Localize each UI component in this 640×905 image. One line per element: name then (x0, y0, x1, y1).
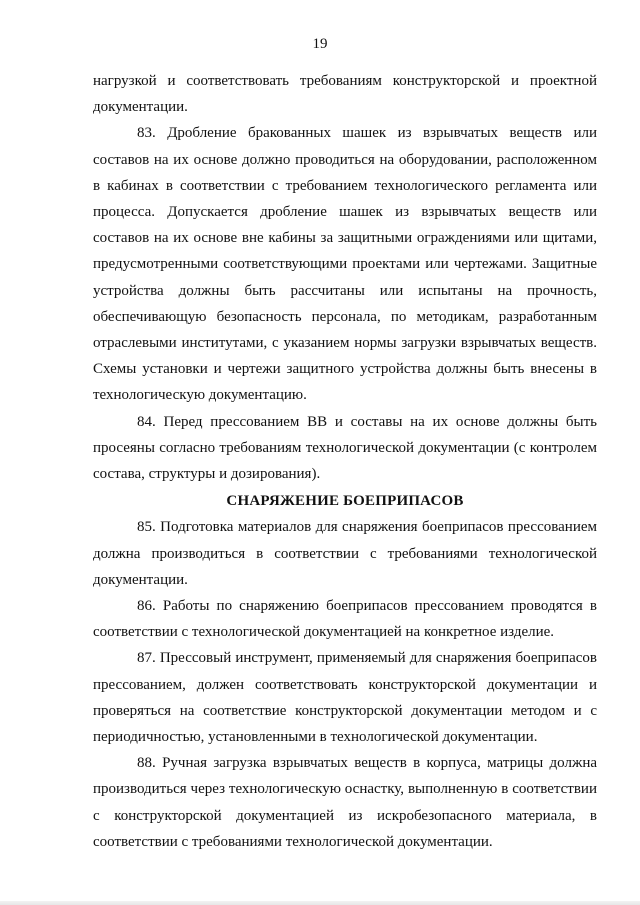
section-heading: СНАРЯЖЕНИЕ БОЕПРИПАСОВ (226, 493, 464, 510)
paragraph-continuation: нагрузкой и соответствовать требованиям конструкторской и проектной документации. (93, 73, 597, 116)
page-number: 19 (312, 36, 328, 52)
scan-bottom-edge (0, 901, 640, 905)
paragraph-85: 85. Подготовка материалов для снаряжения боеприпасов прессованием должна производиться в соответствии с требованиями технологической документации. (93, 519, 597, 588)
paragraph-87: 87. Прессовый инструмент, применяемый для снаряжения боеприпасов прессованием, должен соответствовать конструкторской документации и проверяться на соответствие конструкторской документации методом и с периодичностью, установленными в технологической документации. (93, 650, 597, 746)
paragraph-83: 83. Дробление бракованных шашек из взрывчатых веществ или составов на их основе должно проводиться на оборудовании, расположенном в кабинах в соответствии с требованием технологического регламента или процесса. Допускается дробление шашек из взрывчатых веществ или составов на их основе вне кабины за защитными ограждениями или щитами, предусмотренными соответствующими проектами или чертежами. Защитные устройства должны быть рассчитаны или испытаны на прочность, обеспечивающую безопасность персонала, по методикам, разработанным отраслевыми институтами, с указанием нормы загрузки взрывчатых веществ. Схемы установки и чертежи защитного устройства должны быть внесены в технологическую документацию. (93, 125, 597, 404)
paragraph-86: 86. Работы по снаряжению боеприпасов прессованием проводятся в соответствии с технологической документацией на конкретное изделие. (93, 598, 597, 641)
document-body (93, 68, 597, 855)
paragraph-88: 88. Ручная загрузка взрывчатых веществ в корпуса, матрицы должна производиться через технологическую оснастку, выполненную в соответствии с конструкторской документацией из искробезопасного материала, в соответствии с требованиями технологической документации. (93, 755, 597, 850)
paragraph-84: 84. Перед прессованием ВВ и составы на их основе должны быть просеяны согласно требованиям технологической документации (с контролем состава, структуры и дозирования). (93, 413, 597, 483)
